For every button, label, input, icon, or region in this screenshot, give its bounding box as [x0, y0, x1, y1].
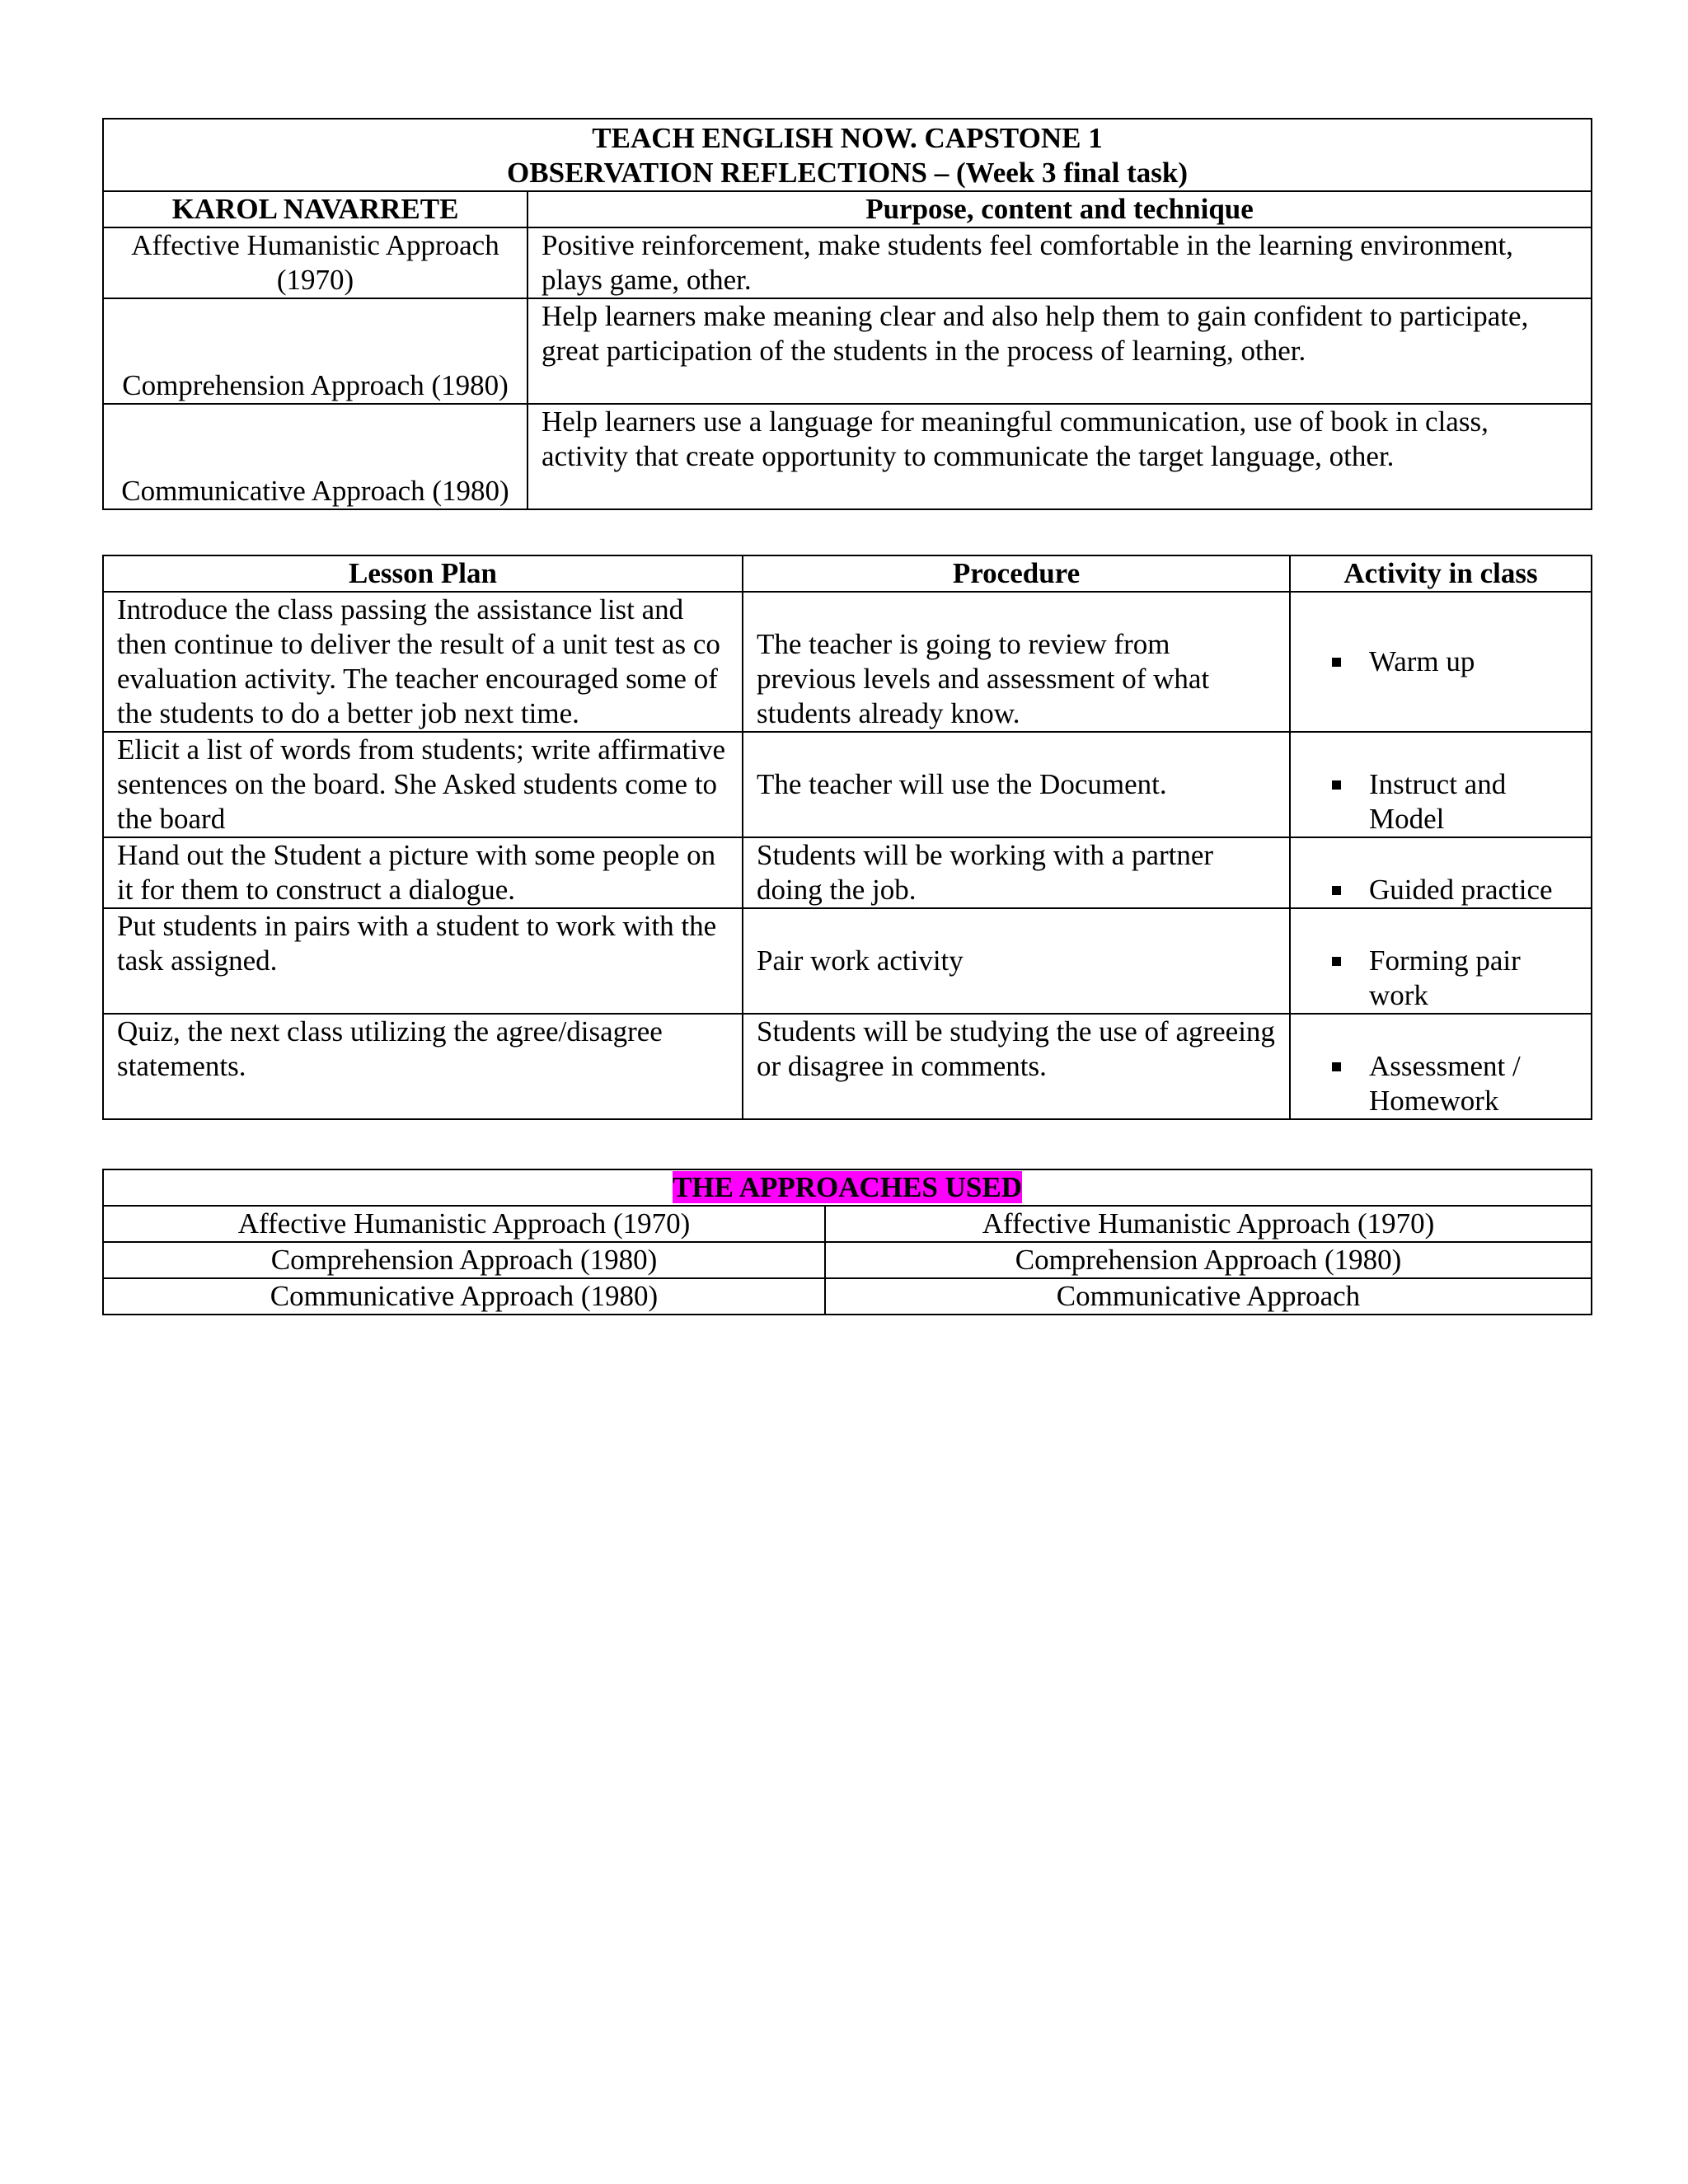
lesson-plan-cell: Quiz, the next class utilizing the agree/disagree statements. — [103, 1014, 743, 1119]
approach-right: Affective Humanistic Approach (1970) — [825, 1206, 1592, 1242]
activity-header: Activity in class — [1290, 555, 1592, 592]
purpose-cell: Help learners use a language for meaningful communication, use of book in class, activity that create opportunity to communicate the target language, other. — [528, 404, 1592, 509]
approaches-header-cell — [103, 1169, 1592, 1206]
approach-left: Communicative Approach (1980) — [103, 1278, 825, 1315]
approach-cell: Affective Humanistic Approach (1970) — [103, 227, 528, 298]
lesson-plan-cell: Put students in pairs with a student to work with the task assigned. — [103, 908, 743, 1014]
bullet-icon — [1332, 886, 1341, 895]
purpose-cell: Positive reinforcement, make students feel comfortable in the learning environment, plays game, other. — [528, 227, 1592, 298]
activity-label: Warm up — [1369, 645, 1475, 677]
activity-cell — [1290, 592, 1592, 732]
activity-label: Forming pair work — [1369, 944, 1521, 1011]
procedure-cell: Pair work activity — [743, 908, 1290, 1014]
bullet-icon — [1332, 780, 1341, 790]
procedure-cell: The teacher is going to review from previous levels and assessment of what students already know. — [743, 592, 1290, 732]
title-line-2: OBSERVATION REFLECTIONS – (Week 3 final task) — [507, 157, 1188, 189]
bullet-icon — [1332, 1062, 1341, 1071]
procedure-cell: Students will be working with a partner doing the job. — [743, 837, 1290, 908]
approaches-table — [102, 1169, 1592, 1315]
purpose-cell: Help learners make meaning clear and also help them to gain confident to participate, great participation of the students in the process of learning, other. — [528, 298, 1592, 404]
lesson-plan-header: Lesson Plan — [103, 555, 743, 592]
approach-left: Affective Humanistic Approach (1970) — [103, 1206, 825, 1242]
procedure-cell: Students will be studying the use of agreeing or disagree in comments. — [743, 1014, 1290, 1119]
approach-cell: Communicative Approach (1980) — [103, 404, 528, 509]
activity-label: Guided practice — [1369, 874, 1553, 906]
bullet-icon — [1332, 957, 1341, 966]
approach-left: Comprehension Approach (1980) — [103, 1242, 825, 1278]
approach-right: Comprehension Approach (1980) — [825, 1242, 1592, 1278]
document-title — [103, 119, 1592, 191]
approach-right: Communicative Approach — [825, 1278, 1592, 1315]
student-name: KAROL NAVARRETE — [103, 191, 528, 227]
title-line-1: TEACH ENGLISH NOW. CAPSTONE 1 — [592, 122, 1103, 154]
procedure-cell: The teacher will use the Document. — [743, 732, 1290, 837]
lesson-plan-cell: Introduce the class passing the assistance list and then continue to deliver the result of a unit test as co evaluation activity. The teacher encouraged some of the students to do a better job next time. — [103, 592, 743, 732]
observation-table — [102, 118, 1592, 510]
activity-label: Assessment / Homework — [1369, 1050, 1521, 1117]
lesson-plan-cell: Elicit a list of words from students; write affirmative sentences on the board. She Asked students come to the board — [103, 732, 743, 837]
activity-cell — [1290, 1014, 1592, 1119]
activity-cell — [1290, 732, 1592, 837]
lesson-plan-cell: Hand out the Student a picture with some people on it for them to construct a dialogue. — [103, 837, 743, 908]
bullet-icon — [1332, 658, 1341, 667]
activity-cell — [1290, 837, 1592, 908]
procedure-header: Procedure — [743, 555, 1290, 592]
purpose-header: Purpose, content and technique — [528, 191, 1592, 227]
approaches-header: THE APPROACHES USED — [673, 1171, 1022, 1203]
activity-cell — [1290, 908, 1592, 1014]
lesson-plan-table — [102, 555, 1592, 1120]
activity-label: Instruct and Model — [1369, 768, 1507, 835]
approach-cell: Comprehension Approach (1980) — [103, 298, 528, 404]
